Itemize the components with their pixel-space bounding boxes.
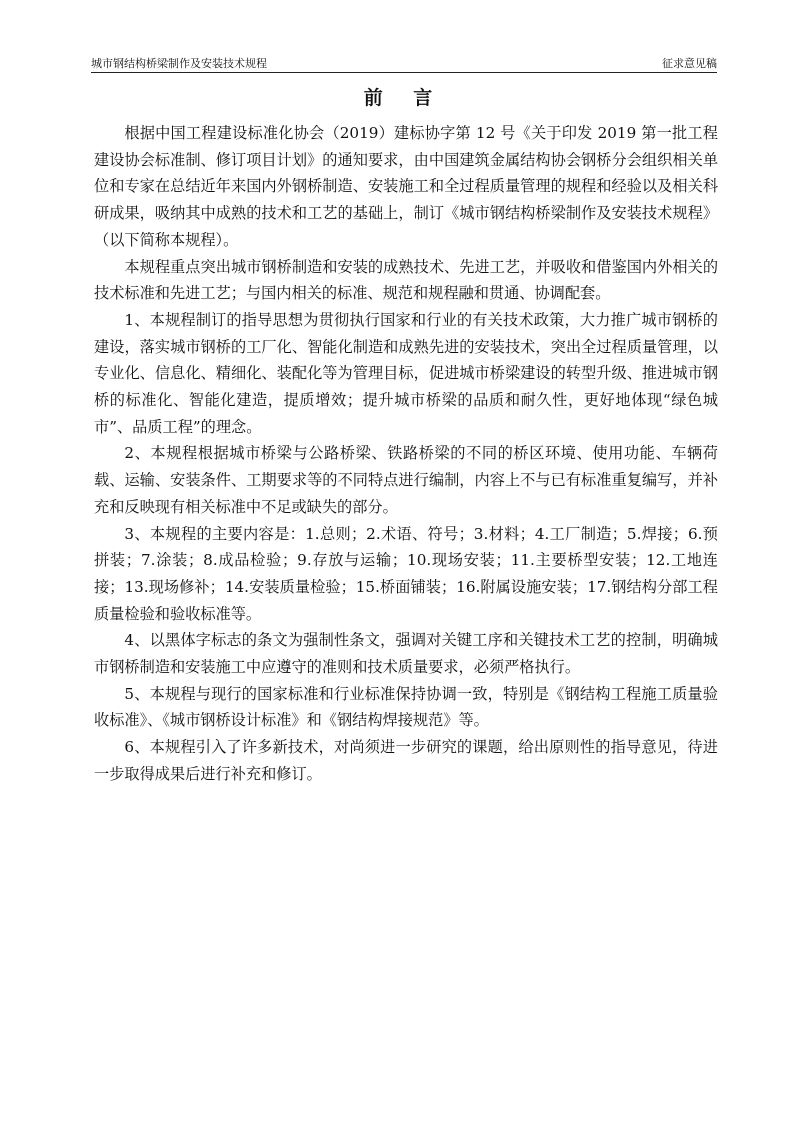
draft-status-label: 征求意见稿 <box>662 57 717 70</box>
page-header <box>91 56 717 73</box>
paragraph-item-2: 2、本规程根据城市桥梁与公路桥梁、铁路桥梁的不同的桥区环境、使用功能、车辆荷载、运输、安装条件、工期要求等的不同特点进行编制，内容上不与已有标准重复编写，并补充和反映现有相关标准中不足或缺失的部分。 <box>94 444 718 516</box>
paragraph-item-3: 3、本规程的主要内容是：1.总则；2.术语、符号；3.材料；4.工厂制造；5.焊接；6.预拼装；7.涂装；8.成品检验；9.存放与运输；10.现场安装；11.主要桥型安装；12.工地连接；13.现场修补；14.安装质量检验；15.桥面铺装；16.附属设施安装；17.钢结构分部工程质量检验和验收标准等。 <box>94 524 718 623</box>
paragraph-item-6: 6、本规程引入了许多新技术，对尚须进一步研究的课题，给出原则性的指导意见，待进一步取得成果后进行补充和修订。 <box>94 738 718 783</box>
paragraph-item-5: 5、本规程与现行的国家标准和行业标准保持协调一致，特别是《钢结构工程施工质量验收标准》、《城市钢桥设计标准》和《钢结构焊接规范》等。 <box>94 684 718 730</box>
paragraph-item-1: 1、本规程制订的指导思想为贯彻执行国家和行业的有关技术政策，大力推广城市钢桥的建设，落实城市钢桥的工厂化、智能化制造和成熟先进的安装技术，突出全过程质量管理，以专业化、信息化、精细化、装配化等为管理目标，促进城市桥梁建设的转型升级、推进城市钢桥的标准化、智能化建造，提质增效；提升城市桥梁的品质和耐久性，更好地体现“绿色城市”、品质工程”的理念。 <box>94 310 718 436</box>
paragraph-focus: 本规程重点突出城市钢桥制造和安装的成熟技术、先进工艺，并吸收和借鉴国内外相关的技术标准和先进工艺；与国内相关的标准、规范和规程融和贯通、协调配套。 <box>94 257 718 303</box>
page-title: 前 言 <box>363 87 445 109</box>
paragraph-intro: 根据中国工程建设标准化协会（2019）建标协字第 12 号《关于印发 2019 第一批工程建设协会标准制、修订项目计划》的通知要求，由中国建筑金属结构协会钢桥分会组织相关单位和专家在总结近年来国内外钢桥制造、安装施工和全过程质量管理的规程和经验以及相关科研成果，吸纳其中成熟的技术和工艺的基础上，制订《城市钢结构桥梁制作及安装技术规程》（以下简称本规程）。 <box>94 124 718 249</box>
paragraph-item-4: 4、以黑体字标志的条文为强制性条文，强调对关键工序和关键技术工艺的控制，明确城市钢桥制造和安装施工中应遵守的准则和技术质量要求，必须严格执行。 <box>94 631 718 677</box>
preface-body <box>94 120 718 788</box>
document-title-header: 城市钢结构桥梁制作及安装技术规程 <box>91 57 267 70</box>
